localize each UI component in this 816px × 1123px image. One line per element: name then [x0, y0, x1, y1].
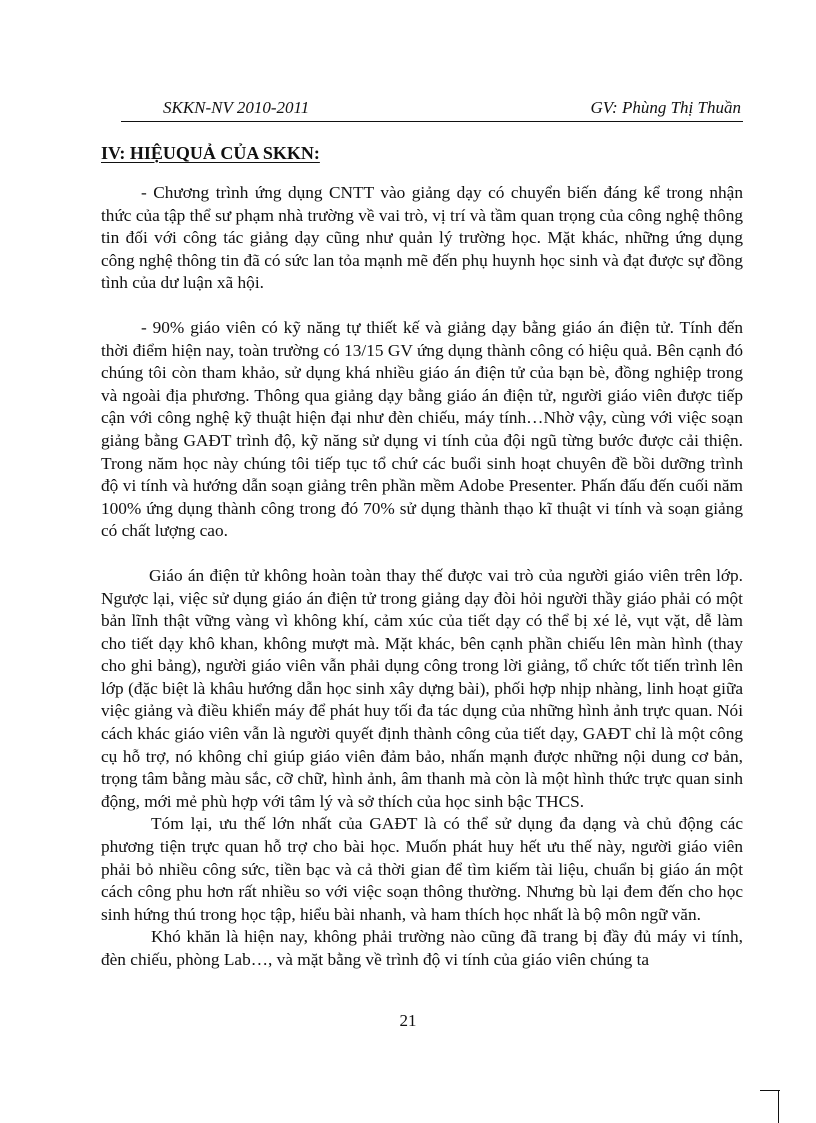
paragraph-2: - 90% giáo viên có kỹ năng tự thiết kế và giảng dạy bằng giáo án điện tử. Tính đến thời điểm hiện nay, toàn trường có 13/15 GV ứng dụng thành công có hiệu quả. Bên cạnh đó chúng tôi còn tham khảo, sử dụng khá nhiều giáo án điện tử của bạn bè, đồng nghiệp trong và ngoài địa phương. Thông qua giảng dạy bằng giáo án điện tử, người giáo viên được tiếp cận với công nghệ kỹ thuật hiện đại như đèn chiếu, máy tính…Nhờ vậy, cùng với việc soạn giảng bằng GAĐT trình độ, kỹ năng sử dụng vi tính của đội ngũ từng bước được cải thiện. Trong năm học này chúng tôi tiếp tục tổ chứ các buổi sinh hoạt chuyên đề bồi dưỡng trình độ vi tính và hướng dẫn soạn giảng trên phần mềm Adobe Presenter. Phấn đấu đến cuối năm 100% ứng dụng thành công trong đó 70% sử dụng thành thạo kĩ thuật vi tính và soạn giảng có chất lượng cao. [101, 317, 743, 541]
paragraph-4: Tóm lại, ưu thế lớn nhất của GAĐT là có thể sử dụng đa dạng và chủ động các phương tiện trực quan hỗ trợ cho bài học. Muốn phát huy hết ưu thế này, người giáo viên phải bỏ nhiều công sức, tiền bạc và cả thời gian để tìm kiếm tài liệu, chuẩn bị giáo án một cách công phu hơn rất nhiều so với việc soạn thông thường. Nhưng bù lại đem đến cho học sinh hứng thú trong học tập, hiểu bài nhanh, và ham thích học nhất là bộ môn ngữ văn. [101, 814, 743, 924]
paragraph-5: Khó khăn là hiện nay, không phải trường nào cũng đã trang bị đầy đủ máy vi tính, đèn chiếu, phòng Lab…, và mặt bằng về trình độ vi tính của giáo viên chúng ta [101, 927, 743, 969]
running-header [121, 97, 743, 122]
header-left-text: SKKN-NV 2010-2011 [163, 98, 310, 117]
page-corner-mark-vertical [778, 1090, 779, 1123]
header-right-text: GV: Phùng Thị Thuần [590, 98, 741, 117]
page-number: 21 [399, 1011, 417, 1030]
section-heading: IV: HIỆUQUẢ CỦA SKKN: [101, 143, 320, 163]
paragraph-3: Giáo án điện tử không hoàn toàn thay thế được vai trò của người giáo viên trên lớp. Ngược lại, việc sử dụng giáo án điện tử trong giảng dạy đòi hỏi người thầy giáo phải có một bản lĩnh thật vững vàng vì không khí, cảm xúc của tiết dạy có thể bị xé lẻ, vụt vặt, dễ làm cho tiết dạy khô khan, không mượt mà. Mặt khác, bên cạnh phần chiếu lên màn hình (thay cho ghi bảng), người giáo viên vẫn phải dụng công trong lời giảng, tổ chức tốt tiến trình lên lớp (đặc biệt là khâu hướng dẫn học sinh xây dựng bài), phối hợp nhịp nhàng, linh hoạt giữa việc giảng và điều khiển máy để phát huy tối đa tác dụng của những hình ảnh trực quan. Nói cách khác giáo viên vẫn là người quyết định thành công của tiết dạy, GAĐT chỉ là một công cụ hỗ trợ, nó không chỉ giúp giáo viên đảm bảo, nhấn mạnh được những nội dung cơ bản, trọng tâm bằng màu sắc, cỡ chữ, hình ảnh, âm thanh mà còn là một hình thức trực quan sinh động, mới mẻ phù hợp với tâm lý và sở thích của học sinh bậc THCS. [101, 565, 743, 811]
page-corner-mark-horizontal [760, 1090, 780, 1091]
paragraph-1: - Chương trình ứng dụng CNTT vào giảng dạy có chuyển biến đáng kể trong nhận thức của tập thể sư phạm nhà trường về vai trò, vị trí và tầm quan trọng của công nghệ thông tin đối với công tác giảng dạy cũng như quản lý trường học. Mặt khác, những ứng dụng công nghệ thông tin đã có sức lan tỏa mạnh mẽ đến phụ huynh học sinh và đạt được sự đồng tình của dư luận xã hội. [101, 183, 743, 293]
body-text [101, 182, 743, 972]
